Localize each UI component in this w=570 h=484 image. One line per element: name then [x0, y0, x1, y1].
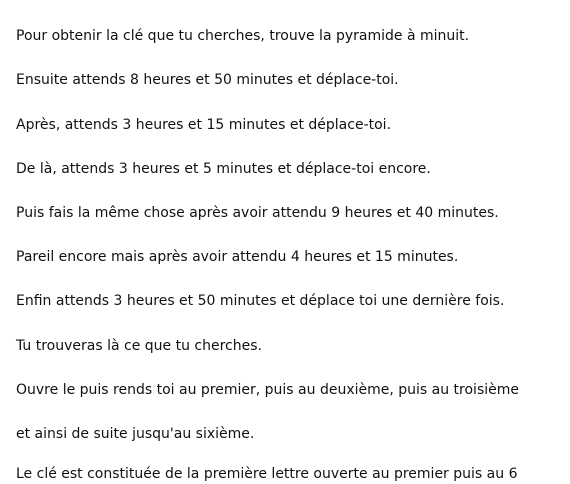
- text-line: De là, attends 3 heures et 5 minutes et déplace-toi encore.: [16, 161, 431, 177]
- text-line: Ouvre le puis rends toi au premier, puis au deuxième, puis au troisième: [16, 382, 519, 398]
- text-line: Ensuite attends 8 heures et 50 minutes et déplace-toi.: [16, 72, 399, 88]
- text-line: et ainsi de suite jusqu'au sixième.: [16, 426, 255, 442]
- text-line: Enfin attends 3 heures et 50 minutes et déplace toi une dernière fois.: [16, 293, 505, 309]
- text-line: Pareil encore mais après avoir attendu 4 heures et 15 minutes.: [16, 249, 459, 265]
- text-line: Après, attends 3 heures et 15 minutes et déplace-toi.: [16, 117, 392, 133]
- text-line-partial: Le clé est constituée de la première lettre ouverte au premier puis au 6: [16, 466, 518, 482]
- text-line: Pour obtenir la clé que tu cherches, trouve la pyramide à minuit.: [16, 28, 470, 44]
- text-line: Tu trouveras là ce que tu cherches.: [16, 338, 262, 354]
- text-line: Puis fais la même chose après avoir attendu 9 heures et 40 minutes.: [16, 205, 499, 221]
